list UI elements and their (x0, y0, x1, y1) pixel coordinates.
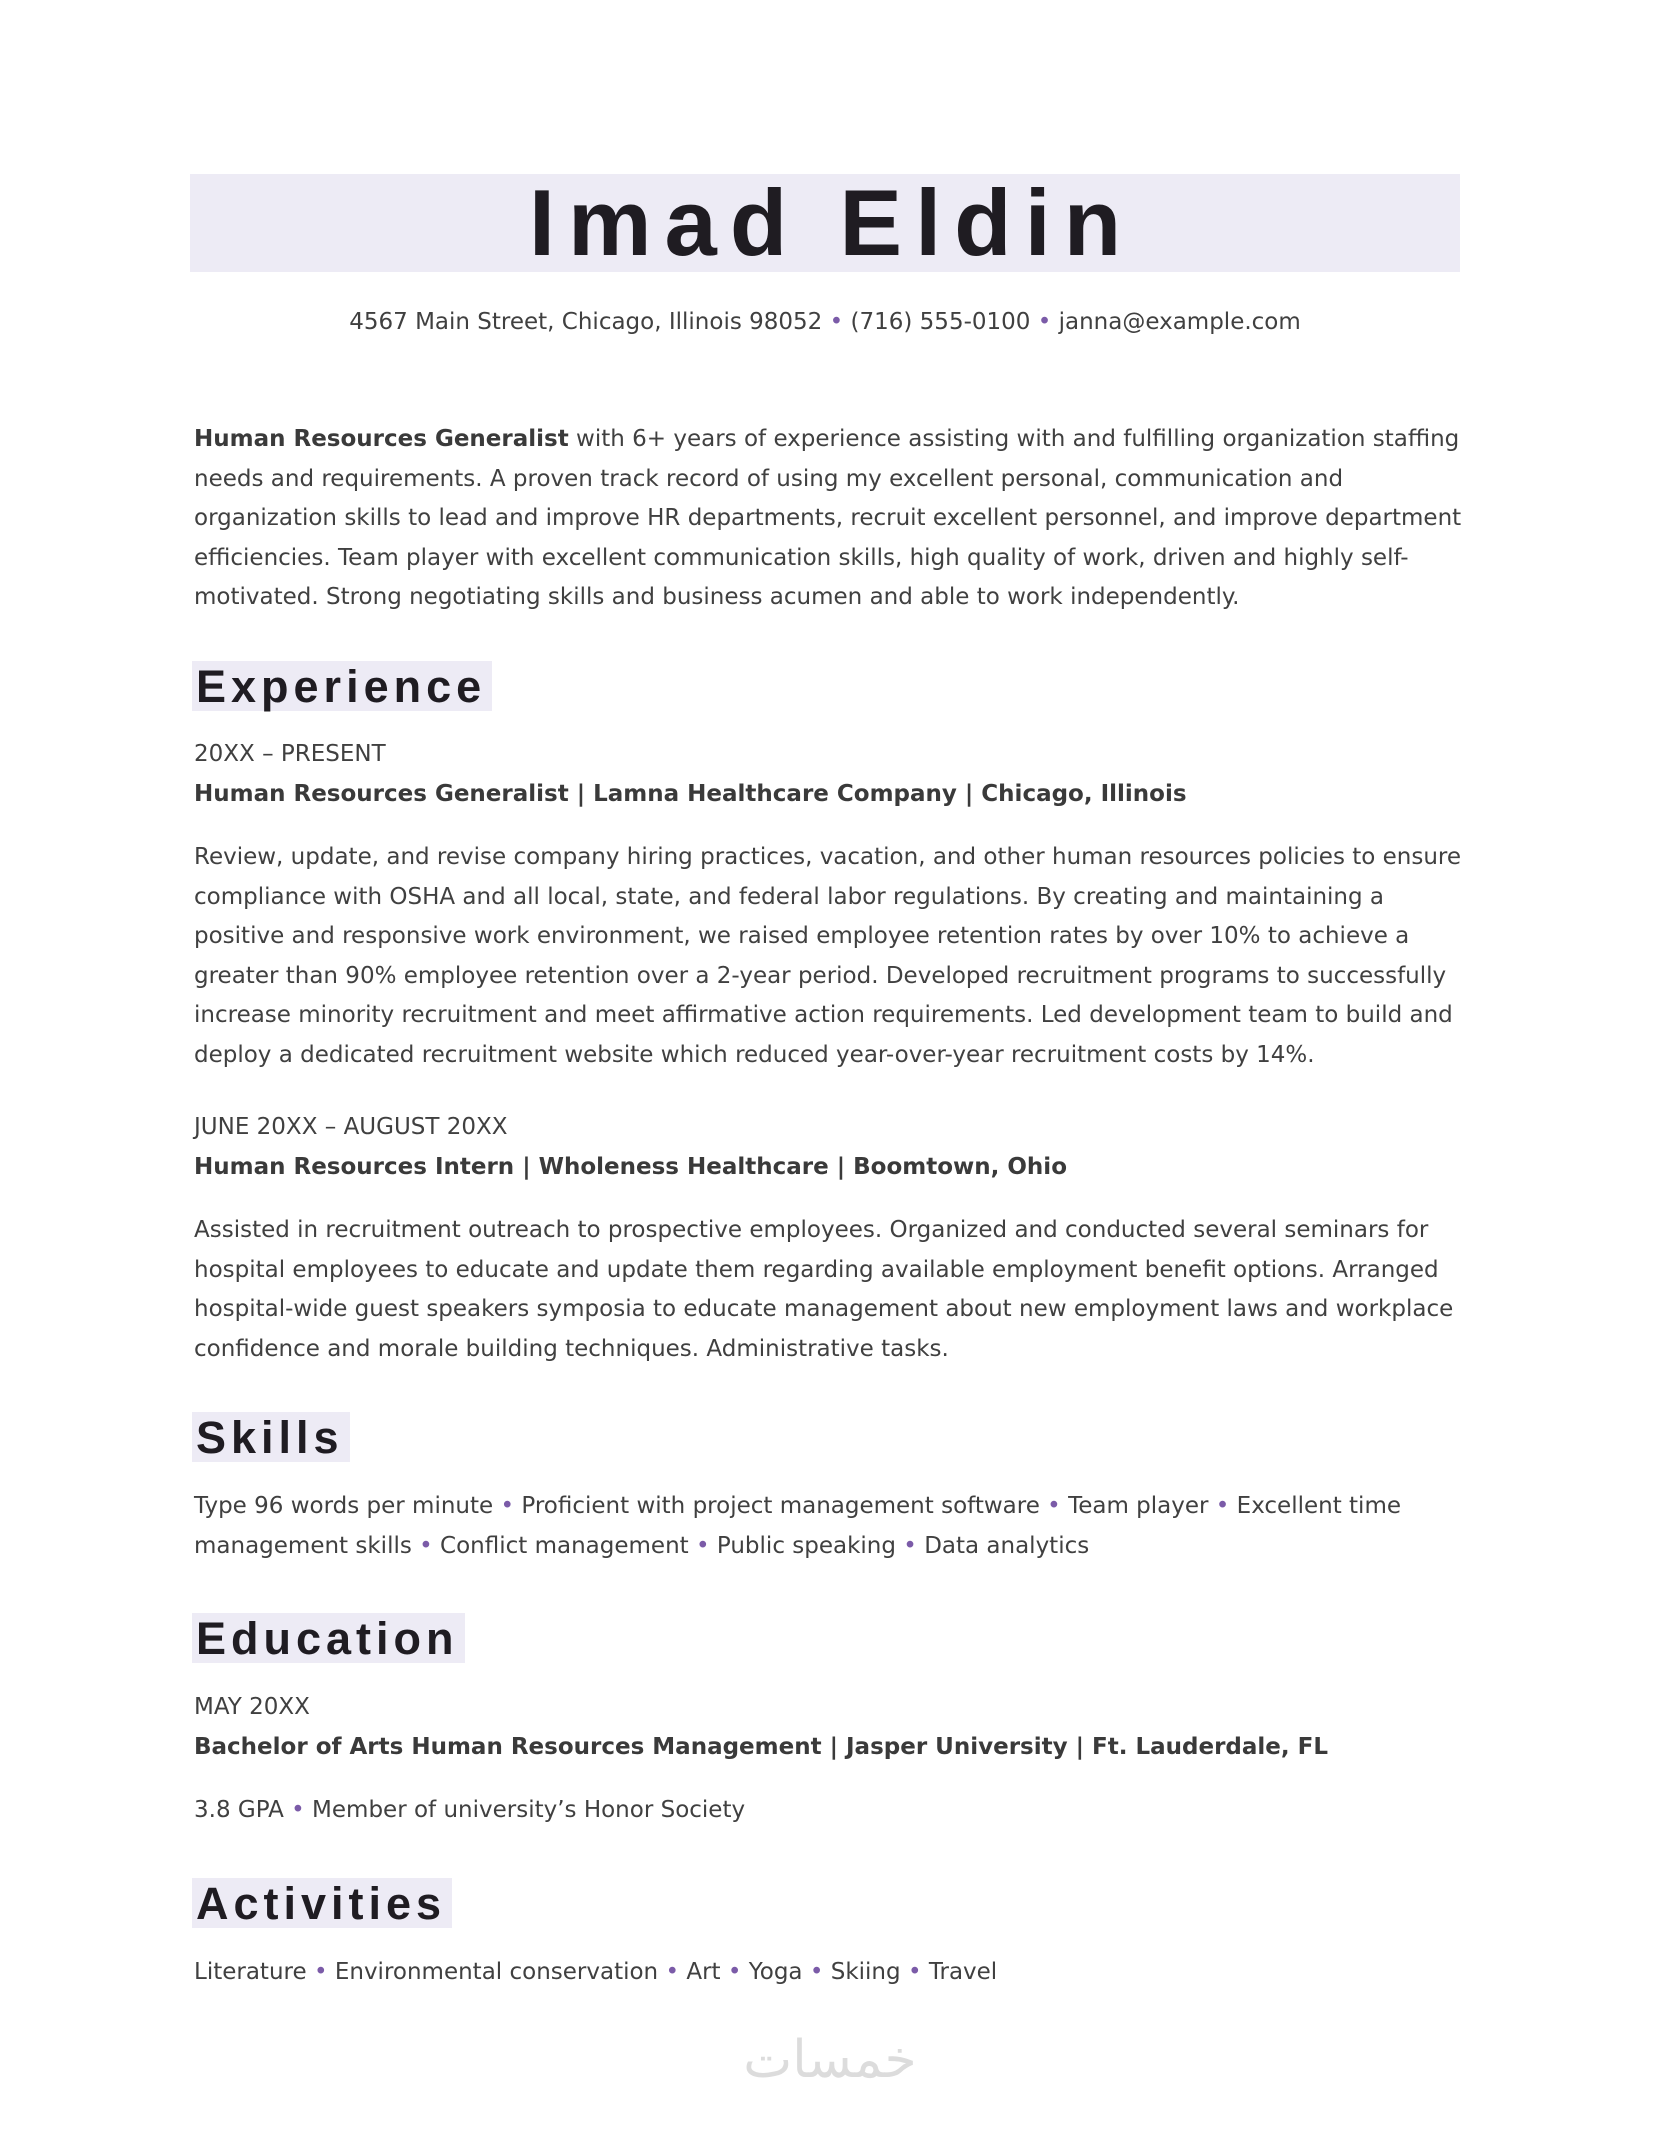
skill-item: Conflict management (440, 1532, 689, 1559)
skills-heading-text: Skills (196, 1411, 344, 1463)
summary-paragraph (194, 420, 1464, 618)
activity-item: Skiing (830, 1959, 901, 1985)
summary-lead: Human Resources Generalist (194, 426, 569, 452)
education-heading-text: Education (196, 1612, 459, 1664)
name-banner (190, 170, 1460, 275)
activity-item: Environmental conservation (334, 1959, 659, 1985)
summary-body: with 6+ years of experience assisting with and fulfilling organization staffing needs and requirements. A proven track record of using my excellent personal, communication and organization skills to lead and improve HR departments, recruit excellent personnel, and improve department efficiencies. Team player with excellent communication skills, high quality of work, driven and highly self-motivated. Strong negotiating skills and business acumen and able to work independently. (194, 426, 1462, 610)
separator-dot: • (500, 1493, 515, 1519)
job-description: Review, update, and revise company hiring practices, vacation, and other human resources policies to ensure compliance with OSHA and all local, state, and federal labor regulations. By creating and maintaining a positive and responsive work environment, we raised employee retention rates by over 10% to achieve a greater than 90% employee retention over a 2-year period. Developed recruitment programs to successfully increase minority recruitment and meet affirmative action requirements. Led development team to build and deploy a dedicated recruitment website which reduced year-over-year recruitment costs by 14%. (194, 844, 1462, 1068)
separator-dot: • (419, 1532, 433, 1559)
address: 4567 Main Street, Chicago, Illinois 98052 (349, 309, 823, 335)
skill-item: Data analytics (924, 1532, 1090, 1559)
activity-item: Yoga (748, 1959, 803, 1985)
skill-item: Excellent time management skills (194, 1493, 1402, 1559)
job-title: Human Resources Generalist | Lamna Healthcare Company | Chicago, Illinois (194, 780, 1187, 807)
section-heading-experience (192, 661, 492, 711)
skill-item: Public speaking (716, 1532, 896, 1559)
education-details (194, 1791, 1464, 1831)
job-dates: 20XX – PRESENT (194, 741, 386, 767)
job-title: Human Resources Intern | Wholeness Healthcare | Boomtown, Ohio (194, 1153, 1067, 1180)
separator-dot: • (727, 1959, 742, 1985)
separator-dot: • (829, 309, 844, 335)
activity-item: Travel (928, 1959, 998, 1985)
email: janna@example.com (1058, 309, 1301, 335)
education-detail-item: 3.8 GPA (194, 1797, 284, 1823)
separator-dot: • (907, 1959, 922, 1985)
degree-title: Bachelor of Arts Human Resources Management | Jasper University | Ft. Lauderdale, FL (194, 1733, 1329, 1760)
separator-dot: • (665, 1959, 680, 1985)
skill-item: Proficient with project management software (521, 1493, 1040, 1519)
separator-dot: • (1047, 1493, 1061, 1519)
candidate-name: Imad Eldin (528, 170, 1135, 275)
job-dates: JUNE 20XX – AUGUST 20XX (194, 1114, 508, 1140)
separator-dot: • (809, 1959, 824, 1985)
education-dates: MAY 20XX (194, 1694, 310, 1720)
activities-heading-text: Activities (196, 1877, 447, 1929)
activities-list (194, 1953, 1464, 1993)
section-heading-education (192, 1613, 465, 1663)
separator-dot: • (903, 1532, 917, 1559)
experience-heading-text: Experience (196, 660, 487, 712)
job-entry (194, 735, 1464, 814)
education-entry (194, 1688, 1464, 1767)
section-heading-skills (192, 1412, 350, 1462)
watermark-logo: خمسات (743, 2030, 917, 2090)
skill-item: Team player (1068, 1493, 1209, 1519)
separator-dot: • (1037, 309, 1052, 335)
separator-dot: • (313, 1959, 328, 1985)
phone: (716) 555-0100 (850, 309, 1031, 335)
section-heading-activities (192, 1878, 452, 1928)
separator-dot: • (1215, 1493, 1230, 1519)
activity-item: Art (686, 1959, 721, 1985)
job-description: Assisted in recruitment outreach to prospective employees. Organized and conducted several seminars for hospital employees to educate and update them regarding available employment benefit options. Arranged hospital-wide guest speakers symposia to educate management about new employment laws and workplace confidence and morale building techniques. Administrative tasks. (194, 1217, 1454, 1362)
skills-list (194, 1487, 1464, 1566)
education-detail-item: Member of university’s Honor Society (312, 1797, 746, 1823)
skill-item: Type 96 words per minute (194, 1493, 494, 1519)
separator-dot: • (291, 1797, 305, 1823)
separator-dot: • (696, 1532, 710, 1559)
job-entry (194, 1108, 1464, 1187)
contact-line (190, 306, 1460, 338)
activity-item: Literature (194, 1959, 307, 1985)
